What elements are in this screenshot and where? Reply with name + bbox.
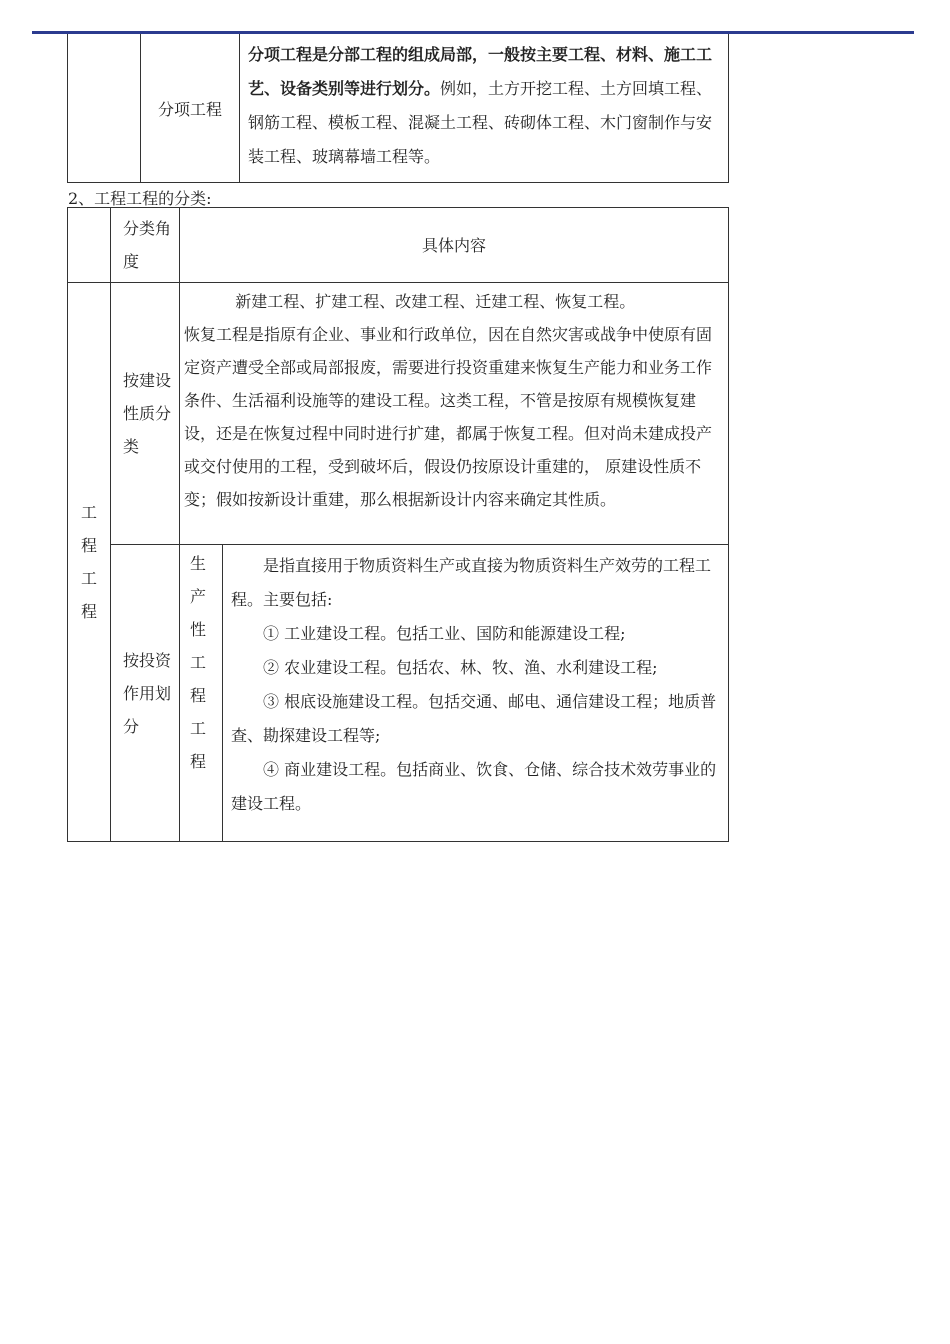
row2-item: ③ 根底设施建设工程。包括交通、邮电、通信建设工程；地质普查、勘探建设工程等; (231, 692, 717, 745)
row2-item: ④ 商业建设工程。包括商业、饮食、仓储、综合技术效劳事业的建设工程。 (231, 760, 717, 813)
sub-item-definition: 分项工程是分部工程的组成局部，一般按主要工程、材料、施工工艺、设备类别等进行划分。 (248, 45, 713, 98)
row2-label: 按投资作用划分 (111, 545, 180, 842)
row1-line1: 新建工程、扩建工程、改建工程、迁建工程、恢复工程。 (235, 292, 636, 311)
classification-table (67, 207, 729, 842)
sub-item-examples: 例如，土方开挖工程、土方回填工程、钢筋工程、模板工程、混凝土工程、砖砌体工程、木门窗制作与安装工程、玻璃幕墙工程等。 (248, 79, 713, 166)
row2-content (223, 545, 729, 842)
blank-cell (68, 34, 141, 183)
row2-item: ① 工业建设工程。包括工业、国防和能源建设工程; (263, 624, 626, 643)
header-angle: 分类角度 (111, 208, 180, 283)
sub-item-description (240, 34, 729, 183)
blank-header-cell (68, 208, 111, 283)
header-content: 具体内容 (180, 208, 729, 283)
row1-content (180, 283, 729, 545)
row-group-label: 工程工程 (68, 283, 111, 842)
section-caption: 2、工程工程的分类: (68, 189, 212, 208)
row1-label: 按建设性质分类 (111, 283, 180, 545)
row2-item: ② 农业建设工程。包括农、林、牧、渔、水利建设工程; (263, 658, 658, 677)
row2-sub-label: 生产性工程工程 (180, 545, 223, 842)
row1-paragraph: 恢复工程是指原有企业、事业和行政单位，因在自然灾害或战争中使原有固定资产遭受全部或局部报废，需要进行投资重建来恢复生产能力和业务工作条件、生活福利设施等的建设工程。这类工程，不管是按原有规模恢复建设，还是在恢复过程中同时进行扩建，都属于恢复工程。但对尚未建成投产或交付使用的工程，受到破坏后，假设仍按原设计重建的， 原建设性质不变；假如按新设计重建，那么根据新设计内容来确定其性质。 (184, 325, 713, 509)
sub-item-table (67, 34, 729, 183)
sub-item-label: 分项工程 (141, 34, 240, 183)
row2-intro: 是指直接用于物质资料生产或直接为物质资料生产效劳的工程工程。主要包括: (231, 556, 712, 609)
